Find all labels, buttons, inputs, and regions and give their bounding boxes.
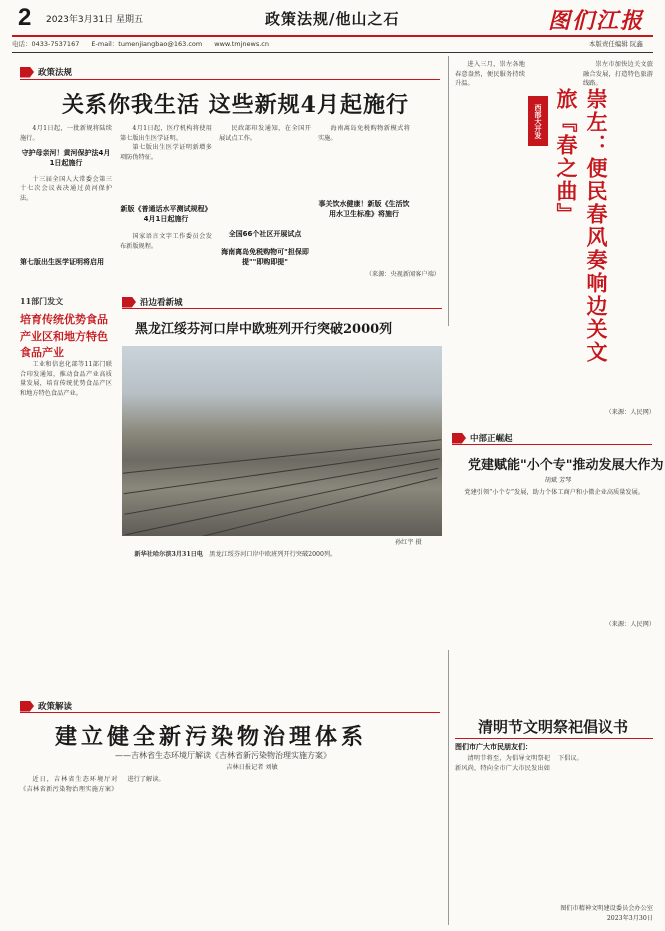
newspaper-logo: 图们江报 <box>548 8 645 34</box>
page-header <box>0 0 665 36</box>
article1-sub3: 新版《普通话水平测试规程》4月1日起施行 <box>120 205 212 223</box>
tag-rule <box>452 444 652 445</box>
column-divider <box>448 650 449 925</box>
website[interactable]: www.tmjnews.cn <box>214 40 269 48</box>
article3-header: 11部门发文 <box>20 296 64 306</box>
section-tag-central: 中部正崛起 <box>452 432 513 444</box>
section-tag-border: 沿边看新城 <box>122 296 183 308</box>
article5-source: （来源：人民网） <box>605 621 655 628</box>
contact-bar <box>12 39 653 50</box>
article1-source: （来源：央视新闻客户端） <box>365 271 440 278</box>
article4-body-right: 崇左市加快边关文旅融合发展，打造特色旅游线路。 <box>583 61 653 88</box>
contact-rule <box>12 52 653 53</box>
section-tag-policy-reading: 政策解读 <box>20 700 72 712</box>
article2-title: 黑龙江绥芬河口岸中欧班列开行突破2000列 <box>135 322 393 337</box>
editor: 本版责任编辑 阮鑫 <box>588 40 643 48</box>
article6-byline: 吉林日报记者 刘敏 <box>226 764 278 771</box>
column-divider <box>448 56 449 326</box>
article5-body: 党建引领“小个专”发展，助力个体工商户和小微企业高质量发展。 <box>464 489 644 496</box>
article1-col4: 海南离岛免税购物新模式将实施。 <box>318 125 410 142</box>
article6-subtitle: ——吉林省生态环境厅解读《吉林省新污染物治理实施方案》 <box>115 751 331 760</box>
train-station-photo <box>122 346 442 536</box>
side-tag-west: 西部大开发 <box>528 96 548 146</box>
article1-sub1: 守护母亲河！黄河保护法4月1日起施行 <box>21 149 111 168</box>
header-rule <box>12 35 653 37</box>
article4-source: （来源：人民网） <box>605 409 655 416</box>
page-number: 2 <box>18 4 32 31</box>
article1-title: 关系你我生活 这些新规4月起施行 <box>62 92 409 118</box>
article1-col2b: 国家语言文字工作委员会发布新版规程。 <box>120 233 212 250</box>
tag-arrow-icon <box>452 433 466 444</box>
title-rule <box>455 738 653 739</box>
article1-col1: 4月1日起，一批新规将陆续施行。 守护母亲河！黄河保护法4月1日起施行 十三届全国人大常委会第三十七次会议表决通过黄河保护法。 <box>20 125 112 203</box>
article6-title: 建立健全新污染物治理体系 <box>55 724 368 750</box>
article3-title: 培育传统优势食品产业区和地方特色食品产业 <box>20 313 108 359</box>
tag-arrow-icon <box>20 67 34 78</box>
tag-rule <box>20 79 440 80</box>
section-title: 政策法规/他山之石 <box>265 10 400 28</box>
article1-col2: 4月1日起，医疗机构将使用第七版出生医学证明。 第七版出生医学证明新增多项防伪特征。 <box>120 125 212 161</box>
photo-caption: 孙红宇 摄 <box>395 539 422 546</box>
tag-rule <box>20 712 440 713</box>
article2-body: 新华社哈尔滨3月31日电 黑龙江绥芬河口岸中欧班列开行突破2000列。 <box>134 551 337 558</box>
article1-sub6: 事关饮水健康！新版《生活饮用水卫生标准》将施行 <box>318 200 410 218</box>
article1-sub2: 第七版出生医学证明将启用 <box>20 258 104 266</box>
article5-byline: 胡斌 芳琴 <box>544 477 572 484</box>
tag-arrow-icon <box>122 297 136 308</box>
article6-body: 近日，吉林省生态环境厅对《吉林省新污染物治理实施方案》进行了解读。 <box>20 776 165 793</box>
email[interactable]: E-mail：tumenjiangbao@163.com <box>91 40 203 48</box>
article1-sub5: 海南离岛免税购物可"担保即提""即购即提" <box>221 248 309 266</box>
article7-date: 2023年3月30日 <box>606 915 653 922</box>
article2-lead: 新华社哈尔滨3月31日电 <box>134 551 203 558</box>
article1-sub4: 全国66个社区开展试点 <box>228 230 302 238</box>
tag-arrow-icon <box>20 701 34 712</box>
article7-signature: 图们市精神文明建设委员会办公室 <box>560 905 653 912</box>
article3-body: 工业和信息化部等11部门联合印发通知，推动食品产业高质量发展，培育传统优势食品产区和地方特色食品产业。 <box>20 361 112 397</box>
section-tag-policy: 政策法规 <box>20 66 72 78</box>
article7-salutation: 图们市广大市民朋友们： <box>455 743 532 751</box>
article5-title: 党建赋能"小个专"推动发展大作为 <box>468 458 664 473</box>
article1-col3: 民政部印发通知，在全国开展试点工作。 <box>219 125 311 142</box>
article7-body: 清明节将至，为倡导文明祭祀新风尚，特向全市广大市民发出如下倡议。 <box>455 755 583 772</box>
article4-body-left: 进入三月，崇左各地春意盎然，便民服务持续升温。 <box>455 61 525 88</box>
tag-rule <box>122 308 442 309</box>
phone: 电话：0433-7537167 <box>12 40 80 48</box>
article4-title: 崇左：便民春风奏响边关文旅『春之曲』 <box>554 88 609 364</box>
issue-date: 2023年3月31日 星期五 <box>46 15 143 25</box>
article7-title: 清明节文明祭祀倡议书 <box>478 718 629 736</box>
